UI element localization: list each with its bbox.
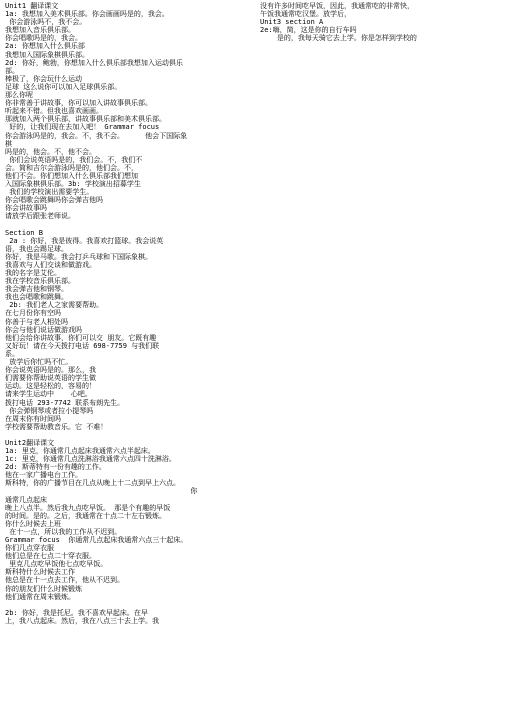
text-line: 我的名字是艾伦。 [5, 269, 61, 277]
text-line: 我喜欢与人们交谈和做游戏。 [5, 260, 96, 269]
text-line: 请放学后跟张老师说。 [5, 212, 75, 221]
text-line: 棋 [5, 139, 12, 148]
text-line: 你们会说英语吗是的，我们会。不，我们不 [5, 155, 143, 164]
left-column [5, 2, 253, 625]
text-line: 2e:嗨，简，这是你的自行车吗 [260, 26, 357, 35]
text-line: 又好玩！请在今天拨打电话 698-7759 与我们联 [5, 341, 160, 350]
text-line: 你会与他们说话做游戏吗 [5, 325, 82, 334]
text-line: 1c: 里克，你通常几点洗淋浴我通常六点四十洗淋浴。 [5, 455, 176, 464]
text-line: 1a: 我想加入美术俱乐部。你会画画吗是的，我会。 [5, 10, 169, 19]
text-line: 他们总是在七点二十穿衣服。 [5, 552, 96, 561]
text-line: Unit3 section A [260, 18, 324, 27]
blank-line [5, 221, 253, 229]
text-line: 你们几点穿衣服 [5, 544, 54, 553]
text-line: 你的朋友们什么时候锻炼 [5, 584, 82, 593]
text-line: 你会游泳吗是的，我会。不，我不会。 他会下国际象 [5, 131, 188, 140]
text-line: 运动。这是轻松的，容易的！ [5, 382, 96, 391]
text-line: 斯科特什么时候去工作 [5, 568, 75, 577]
text-line: 你善于与老人相处吗 [5, 317, 68, 326]
text-line: 里克几点吃早饭他七点吃早饭。 [5, 560, 108, 569]
text-line: 2a: 你想加入什么俱乐部 [5, 42, 85, 51]
text-line: 他们不会。你们想加入什么俱乐部我们想加 [5, 171, 138, 180]
text-line: 通常几点起床 [5, 495, 47, 504]
text-line: 你会弹钢琴或者拉小提琴吗 [5, 406, 94, 415]
text-line: Unit1 翻译课文 [5, 2, 59, 10]
text-line: 听起来不错。但我也喜欢画画。 [5, 107, 103, 116]
text-line: 系。 [5, 349, 19, 358]
text-line: 你什么时候去上班 [5, 519, 61, 528]
blank-line [5, 601, 253, 609]
text-line: 2d: 你好，鲍勃，你想加入什么俱乐部我想加入运动俱乐 [5, 58, 183, 67]
text-line: 我也会唱歌和跳舞。 [5, 293, 68, 302]
text-line: 入国际象棋俱乐部。3b: 学校演出招募学生 [5, 180, 141, 189]
text-line: 上，我八点起床。然后，我在八点三十去上学。我 [5, 616, 159, 625]
blank-line [5, 431, 253, 439]
text-line: 好的，让我们现在去加入吧！ Grammar focus [5, 123, 160, 132]
text-line: 我们的学校演出需要学生。 [5, 188, 94, 197]
text-line: Unit2翻译课文 [5, 438, 55, 447]
text-line: 我在学校音乐俱乐部。 [5, 277, 75, 286]
text-line: 拨打电话 293-7742 联系布朗先生。 [5, 398, 125, 407]
text-line: 你非常善于讲故事，你可以加入讲故事俱乐部。 [5, 99, 152, 108]
text-line: 他们通常在周末锻炼。 [5, 592, 75, 601]
text-line: 放学后你忙吗不忙。 [5, 358, 73, 367]
text-line: 足球 这么说你可以加入足球俱乐部。 [5, 82, 122, 91]
text-line: 2a : 你好，我是彼得。我喜欢打篮球。我会说英 [5, 236, 164, 245]
text-line: 那就加入两个俱乐部，讲故事俱乐部和美术俱乐部。 [5, 115, 166, 124]
text-line: 部。 [5, 66, 19, 75]
text-line: 你会唱歌吗是的，我会。 [5, 34, 82, 43]
text-line: 他们会给你讲故事，你们可以交 朋友。它既有趣 [5, 333, 157, 342]
text-line: 吗是的，他会。不，他不会。 [5, 147, 96, 156]
text-line: Section B [5, 228, 43, 237]
text-line: 你会说英语吗是的。那么，我 [5, 366, 96, 375]
text-line: 在七月份你有空吗 [5, 309, 61, 318]
text-line: Grammar focus 你通常几点起床我通常六点三十起床。 [5, 536, 188, 544]
text-line: 他在一家广播电台工作。 [5, 471, 82, 480]
text-line: 你会讲故事吗 [5, 204, 47, 213]
text-line: 学校需要帮助教音乐。它 不难！ [5, 422, 108, 431]
text-line: 晚上八点半。然后我九点吃早饭。 那是个有趣的早饭 [5, 503, 171, 512]
text-line: 在十一点，所以我的工作从不迟到。 [5, 527, 122, 536]
text-line: 1a: 里克，你通常几点起床我通常六点半起床。 [5, 446, 155, 455]
text-line: 你会游泳吗不，我不会。 [5, 18, 87, 27]
text-line: 的时间。是的。之后，我通常在十点二十左右锻炼。 [5, 511, 166, 520]
text-line: 你好，我是马歌。我会打乒乓球和下国际象棋。 [5, 252, 152, 261]
text-line: 你会唱歌会跳舞吗你会弹吉他吗 [5, 196, 103, 205]
text-line: 们需要你帮助说英语的学生做 [5, 374, 96, 383]
right-column [260, 2, 500, 42]
text-line: 在周末你有时间吗 [5, 414, 61, 423]
text-line: 我会弹吉他和钢琴。 [5, 285, 68, 294]
text-line: 午饭我通常吃汉堡。放学后， [260, 10, 351, 19]
text-line: 2b: 你好，我是托尼。我不喜欢早起床。在早 [5, 608, 148, 617]
text-line: 你 [5, 487, 198, 496]
text-line: 2d: 斯蒂特有一份有趣的工作。 [5, 463, 106, 472]
text-line: 我想加入音乐俱乐部。 [5, 26, 75, 35]
text-line: 会。简和吉尔会游泳吗是的，他们会。不， [5, 163, 138, 172]
text-line: 斯科特，你的广播节目在几点从晚上十二点到早上六点。 [5, 479, 180, 488]
text-line: 2b: 我们老人之家需要帮助。 [5, 301, 104, 310]
text-line: 他总是在十一点去工作，他从不迟到。 [5, 576, 124, 585]
text-line: 棒极了，你会玩什么运动 [5, 74, 82, 83]
text-line: 我想加入国际象棋俱乐部。 [5, 50, 89, 59]
text-line: 是的，我每天骑它去上学。你是怎样到学校的 [260, 34, 417, 43]
text-line: 那么你呢 [5, 91, 33, 100]
text-line: 没有许多时间吃早饭，因此，我通常吃的非常快， [260, 2, 414, 10]
text-line: 请来学生运动中 心吧。 [5, 390, 92, 399]
text-line: 语，我也会踢足球。 [5, 244, 68, 253]
